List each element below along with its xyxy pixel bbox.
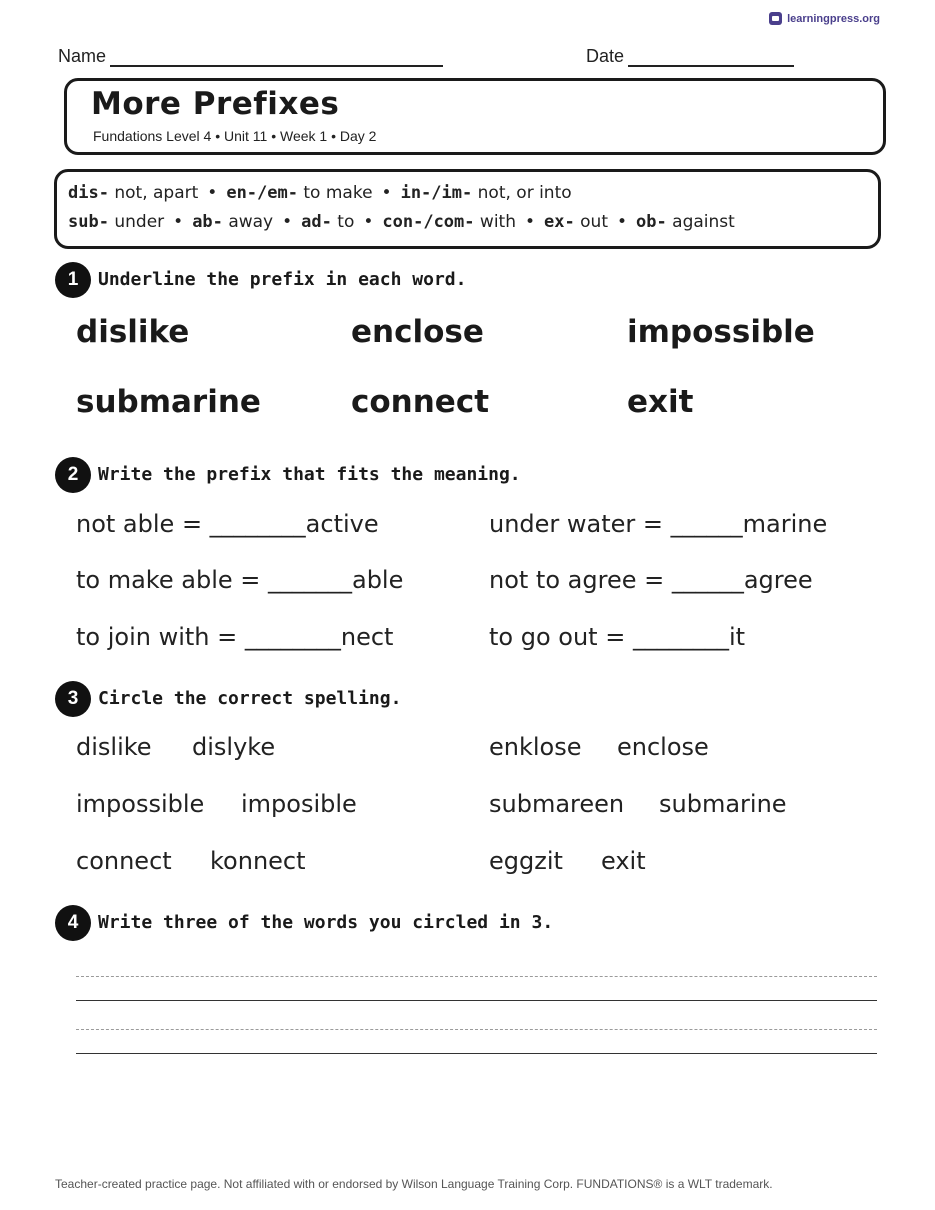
prefix: ab- [192, 212, 223, 232]
meaning-item[interactable]: not to agree = ______agree [489, 566, 813, 594]
meaning-item[interactable]: to go out = ________it [489, 623, 746, 651]
prefix: ob- [636, 212, 667, 232]
prefix-reference-box [54, 169, 881, 249]
section-3-instruction: Circle the correct spelling. [98, 688, 402, 709]
prefix-meaning: away [228, 212, 274, 232]
prefix: ex- [544, 212, 575, 232]
spelling-option[interactable]: imposible [241, 790, 357, 818]
page-title: More Prefixes [91, 86, 340, 122]
prefix-row-1 [68, 183, 572, 203]
spelling-option[interactable]: connect [76, 847, 172, 875]
name-line[interactable] [110, 47, 443, 67]
spelling-option[interactable]: dislike [76, 733, 152, 761]
spelling-option[interactable]: impossible [76, 790, 205, 818]
prefix-meaning: not, apart [114, 183, 199, 203]
prefix: dis- [68, 183, 109, 203]
spelling-option[interactable]: eggzit [489, 847, 563, 875]
page-subtitle: Fundations Level 4 • Unit 11 • Week 1 • Day 2 [93, 128, 377, 144]
section-4-instruction: Write three of the words you circled in 3. [98, 912, 554, 933]
prefix: en-/em- [226, 183, 298, 203]
separator: • [525, 212, 536, 232]
separator: • [282, 212, 293, 232]
date-line[interactable] [628, 47, 794, 67]
spelling-option[interactable]: enclose [617, 733, 709, 761]
section-1-instruction: Underline the prefix in each word. [98, 269, 467, 290]
spelling-option[interactable]: exit [601, 847, 646, 875]
underline-word[interactable]: submarine [76, 384, 261, 420]
prefix-meaning: with [479, 212, 516, 232]
prefix-meaning: to [337, 212, 355, 232]
separator: • [381, 183, 392, 203]
section-4-number: 4 [55, 905, 91, 941]
separator: • [173, 212, 184, 232]
meaning-item[interactable]: not able = ________active [76, 510, 379, 538]
prefix: con-/com- [382, 212, 475, 232]
underline-word[interactable]: dislike [76, 314, 190, 350]
writing-base-line[interactable] [76, 1000, 877, 1001]
prefix-meaning: not, or into [477, 183, 572, 203]
prefix-row-2 [68, 212, 735, 232]
book-icon [769, 12, 782, 25]
brand-logo [769, 12, 880, 25]
section-2-number: 2 [55, 457, 91, 493]
date-label: Date [586, 46, 625, 66]
prefix-meaning: out [580, 212, 608, 232]
section-2-instruction: Write the prefix that fits the meaning. [98, 464, 521, 485]
separator: • [207, 183, 218, 203]
meaning-item[interactable]: to join with = ________nect [76, 623, 394, 651]
writing-guide-line [76, 976, 877, 977]
underline-word[interactable]: enclose [351, 314, 484, 350]
underline-word[interactable]: impossible [627, 314, 815, 350]
underline-word[interactable]: connect [351, 384, 490, 420]
section-1-number: 1 [55, 262, 91, 298]
meaning-item[interactable]: under water = ______marine [489, 510, 828, 538]
section-3-number: 3 [55, 681, 91, 717]
spelling-option[interactable]: konnect [210, 847, 306, 875]
prefix: sub- [68, 212, 109, 232]
spelling-option[interactable]: dislyke [192, 733, 276, 761]
spelling-option[interactable]: enklose [489, 733, 582, 761]
prefix: ad- [301, 212, 332, 232]
meaning-item[interactable]: to make able = _______able [76, 566, 404, 594]
brand-text: learningpress.org [787, 12, 880, 25]
name-field [58, 46, 443, 67]
prefix: in-/im- [400, 183, 473, 203]
writing-base-line[interactable] [76, 1053, 877, 1054]
prefix-meaning: against [672, 212, 735, 232]
writing-guide-line [76, 1029, 877, 1030]
underline-word[interactable]: exit [627, 384, 694, 420]
spelling-option[interactable]: submareen [489, 790, 625, 818]
date-field [586, 46, 794, 67]
separator: • [363, 212, 374, 232]
prefix-meaning: to make [303, 183, 373, 203]
separator: • [617, 212, 628, 232]
spelling-option[interactable]: submarine [659, 790, 787, 818]
footer-disclaimer: Teacher-created practice page. Not affiliated with or endorsed by Wilson Language Training Corp. FUNDATIONS® is a WLT trademark. [55, 1177, 773, 1191]
name-label: Name [58, 46, 107, 66]
prefix-meaning: under [114, 212, 165, 232]
